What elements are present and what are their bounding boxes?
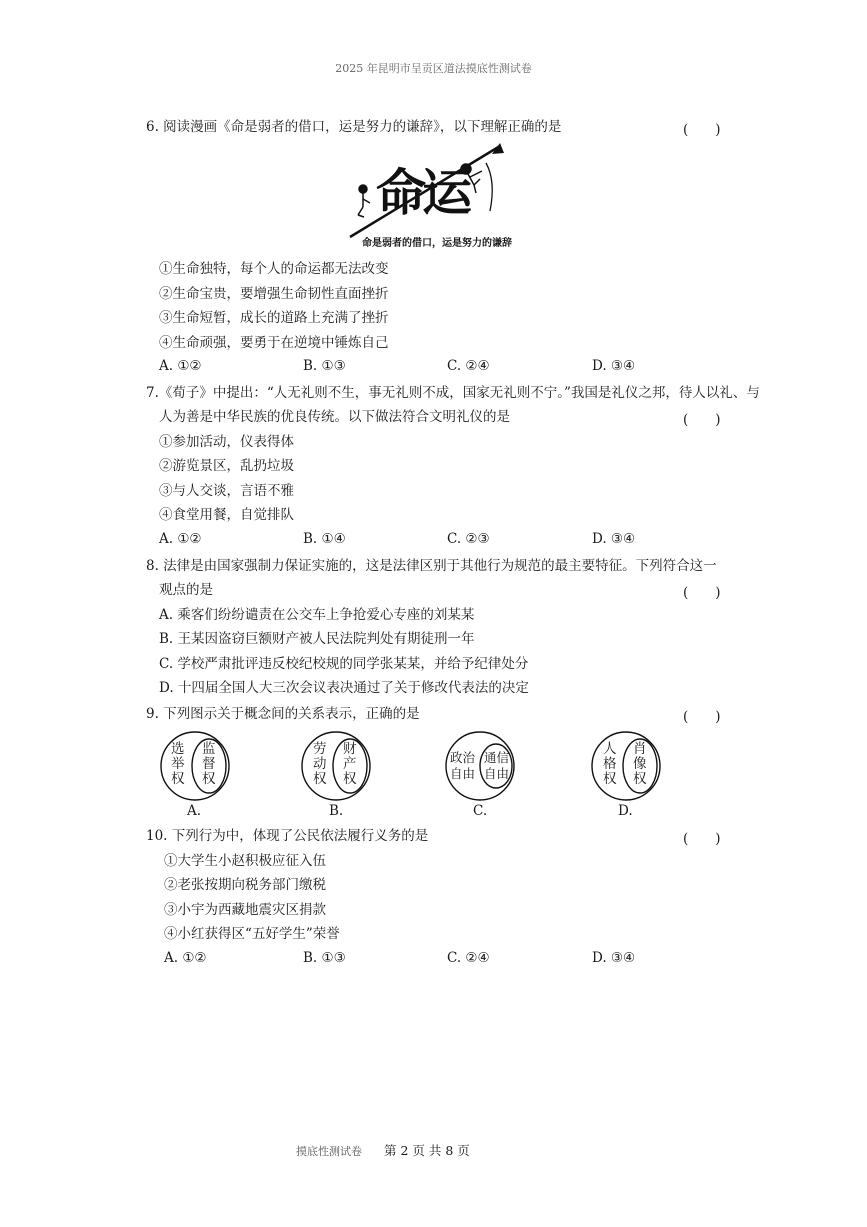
venn-diagram-a: [159, 730, 231, 802]
venn-diagram-d: [590, 730, 662, 802]
page-header: 2025 年昆明市呈贡区道法摸底性测试卷: [335, 62, 532, 75]
q6-item-4: ④生命顽强，要勇于在逆境中锤炼自己: [159, 335, 389, 351]
q10-option-b: B. ①③: [303, 950, 346, 966]
venn-b-inner-label: 财 产 权: [343, 741, 357, 787]
q7-option-c: C. ②③: [447, 531, 490, 547]
q6-option-a: A. ①②: [159, 358, 202, 374]
q6-option-d: D. ③④: [592, 358, 636, 374]
q7-stem-line2: 人为善是中华民族的优良传统。以下做法符合文明礼仪的是: [159, 409, 510, 425]
q8-option-a: A. 乘客们纷纷谴责在公交车上争抢爱心专座的刘某某: [159, 607, 475, 623]
q7-option-d: D. ③④: [592, 531, 636, 547]
q7-item-1: ①参加活动，仪表得体: [159, 434, 294, 450]
footer-exam-name: 摸底性测试卷: [296, 1145, 362, 1158]
q8-stem-line1: 8. 法律是由国家强制力保证实施的，这是法律区别于其他行为规范的最主要特征。下列符合这一: [146, 558, 717, 574]
q9-answer-paren: ( ): [683, 709, 721, 725]
q10-stem: 10. 下列行为中，体现了公民依法履行义务的是: [146, 828, 429, 844]
venn-diagram-c: [444, 730, 516, 802]
venn-c-label: C.: [473, 803, 488, 819]
q7-answer-paren: ( ): [683, 412, 721, 428]
q7-stem-line1: 7.《荀子》中提出：“人无礼则不生，事无礼则不成，国家无礼则不宁。”我国是礼仪之邦，待人以礼、与: [146, 385, 760, 401]
q8-option-c: C. 学校严肃批评违反校纪校规的同学张某某，并给予纪律处分: [159, 656, 529, 672]
weak-person-icon: [358, 185, 370, 217]
q10-item-2: ②老张按期向税务部门缴税: [164, 877, 326, 893]
venn-c-inner-label: 通信 自由: [484, 750, 510, 781]
q7-item-2: ②游览景区，乱扔垃圾: [159, 458, 294, 474]
q10-item-1: ①大学生小赵积极应征入伍: [164, 853, 326, 869]
q7-item-4: ④食堂用餐，自觉排队: [159, 507, 294, 523]
venn-d-label: D.: [618, 803, 633, 819]
venn-a-inner-label: 监 督 权: [202, 741, 216, 787]
q10-answer-paren: ( ): [683, 831, 721, 847]
q6-answer-paren: ( ): [683, 122, 721, 138]
venn-a-outer-label: 选 举 权: [171, 741, 185, 787]
venn-b-label: B.: [329, 803, 344, 819]
q8-option-b: B. 王某因盗窃巨额财产被人民法院判处有期徒刑一年: [159, 631, 475, 647]
q7-option-a: A. ①②: [159, 531, 202, 547]
q6-option-b: B. ①③: [303, 358, 346, 374]
venn-d-inner-label: 肖 像 权: [633, 741, 647, 787]
footer-page-number: 第 2 页 共 8 页: [384, 1143, 470, 1158]
q7-option-b: B. ①④: [303, 531, 346, 547]
cartoon-big-text: 命运: [376, 164, 468, 222]
q10-item-4: ④小红获得区“五好学生”荣誉: [164, 926, 340, 942]
venn-c-outer-label: 政治 自由: [450, 750, 476, 781]
q10-option-a: A. ①②: [164, 950, 207, 966]
q8-option-d: D. 十四届全国人大三次会议表决通过了关于修改代表法的决定: [159, 680, 529, 696]
q6-item-3: ③生命短暂，成长的道路上充满了挫折: [159, 310, 389, 326]
q8-stem-line2: 观点的是: [159, 582, 213, 598]
q7-item-3: ③与人交谈，言语不雅: [159, 483, 294, 499]
q10-option-c: C. ②④: [447, 950, 490, 966]
q6-item-1: ①生命独特，每个人的命运都无法改变: [159, 261, 389, 277]
q10-option-d: D. ③④: [592, 950, 636, 966]
q8-answer-paren: ( ): [683, 585, 721, 601]
q6-stem: 6. 阅读漫画《命是弱者的借口，运是努力的谦辞》，以下理解正确的是: [146, 119, 562, 135]
venn-b-outer-label: 劳 动 权: [313, 741, 327, 787]
q10-item-3: ③小宇为西藏地震灾区捐款: [164, 902, 326, 918]
q6-option-c: C. ②④: [447, 358, 490, 374]
q6-cartoon: [346, 141, 538, 253]
venn-diagram-b: [300, 730, 372, 802]
venn-a-label: A.: [187, 803, 202, 819]
q6-item-2: ②生命宝贵，要增强生命韧性直面挫折: [159, 286, 389, 302]
venn-d-outer-label: 人 格 权: [603, 741, 617, 787]
cartoon-caption: 命是弱者的借口，运是努力的谦辞: [362, 238, 512, 249]
q9-stem: 9. 下列图示关于概念间的关系表示，正确的是: [146, 706, 420, 722]
